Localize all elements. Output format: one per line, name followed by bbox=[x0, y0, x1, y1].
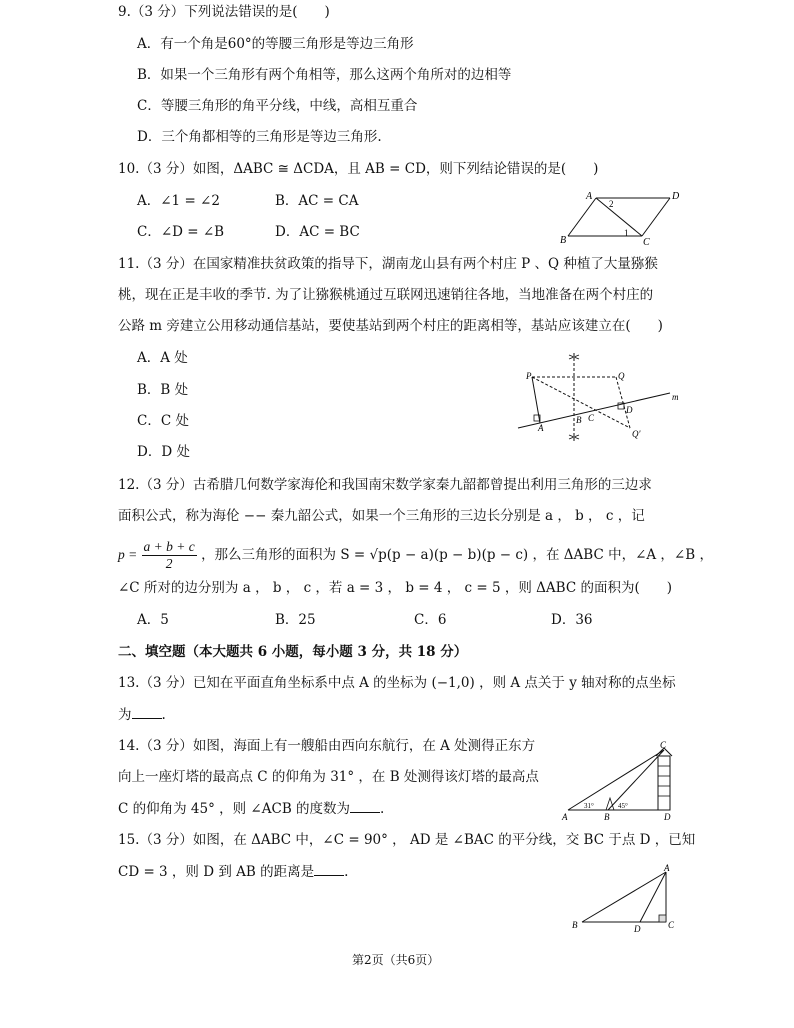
q9-option-d: D．三个角都相等的三角形是等边三角形. bbox=[137, 129, 382, 145]
q10-label-d: D bbox=[672, 191, 680, 202]
q11-option-b: B．B 处 bbox=[137, 382, 189, 398]
q11-label-d: D bbox=[626, 405, 633, 415]
q11-figure bbox=[512, 345, 684, 450]
q12-p-fraction bbox=[142, 539, 197, 572]
q13-line-1: 13.（3 分）已知在平面直角坐标系中点 A 的坐标为 (−1,0) ，则 A 点关于 y 轴对称的点坐标 bbox=[118, 675, 676, 691]
q11-label-b: B bbox=[576, 415, 582, 425]
q14-label-d: D bbox=[664, 812, 671, 822]
q10-label-c: C bbox=[643, 237, 650, 248]
q10-figure bbox=[558, 188, 686, 248]
q14-line-3 bbox=[118, 798, 384, 819]
q10-label-a: A bbox=[586, 191, 593, 202]
q15-answer-blank[interactable] bbox=[314, 861, 344, 876]
q11-line-2: 桃，现在正是丰收的季节. 为了让猕猴桃通过互联网迅速销往各地，当地准备在两个村庄的 bbox=[118, 287, 654, 303]
q13-line-2-end: . bbox=[161, 707, 166, 723]
q14-line-3-text: C 的仰角为 45° ，则 ∠ACB 的度数为 bbox=[118, 801, 351, 817]
q15-label-b: B bbox=[572, 920, 578, 930]
q11-label-p: P bbox=[526, 371, 532, 381]
q14-line-1: 14.（3 分）如图，海面上有一艘船由西向东航行，在 A 处测得正东方 bbox=[118, 738, 536, 754]
q12-p-numerator: a + b + c bbox=[143, 539, 195, 554]
q14-label-c: C bbox=[660, 740, 667, 750]
q15-line-2-text: CD = 3 ，则 D 到 AB 的距离是 bbox=[118, 864, 315, 880]
q11-label-q: Q bbox=[618, 371, 625, 381]
q12-line-1: 12.（3 分）古希腊几何数学家海伦和我国南宋数学家秦九韶都曾提出利用三角形的三边求 bbox=[118, 477, 652, 493]
q14-answer-blank[interactable] bbox=[350, 798, 380, 813]
q12-line-4: ∠C 所对的边分别为 a ， b ， c ，若 a = 3 ， b = 4 ， c = 5 ，则 ΔABC 的面积为( ) bbox=[118, 580, 672, 596]
q14-label-b: B bbox=[604, 812, 610, 822]
q11-line-1: 11.（3 分）在国家精准扶贫政策的指导下，湖南龙山县有两个村庄 P 、Q 种植了大量猕猴 bbox=[118, 256, 658, 272]
q15-label-c: C bbox=[668, 920, 675, 930]
q14-line-2: 向上一座灯塔的最高点 C 的仰角为 31° ，在 B 处测得该灯塔的最高点 bbox=[118, 769, 539, 785]
q13-line-2 bbox=[118, 704, 166, 725]
q11-label-q-prime: Q' bbox=[632, 429, 641, 439]
q14-label-45: 45° bbox=[618, 802, 628, 810]
q11-label-c: C bbox=[588, 413, 595, 423]
q12-line-3 bbox=[118, 536, 713, 574]
q12-line-2: 面积公式，称为海伦 −− 秦九韶公式，如果一个三角形的三边长分别是 a ， b ， c ，记 bbox=[118, 508, 645, 524]
q9-option-c: C．等腰三角形的角平分线，中线，高相互重合 bbox=[137, 98, 418, 114]
section-2-heading: 二、填空题（本大题共 6 小题，每小题 3 分，共 18 分） bbox=[118, 644, 468, 660]
q14-label-31: 31° bbox=[584, 802, 594, 810]
q11-option-a: A．A 处 bbox=[137, 350, 188, 366]
page-footer: 第2页（共6页） bbox=[352, 953, 440, 967]
q12-option-c: C．6 bbox=[414, 612, 447, 628]
q12-option-b: B．25 bbox=[275, 612, 316, 628]
q13-line-2-text: 为 bbox=[118, 707, 132, 723]
q12-p-lhs: p = bbox=[118, 547, 138, 562]
q10-label-1: 1 bbox=[624, 228, 629, 238]
q10-option-b: B．AC = CA bbox=[275, 193, 359, 209]
q14-figure bbox=[560, 740, 682, 822]
q9-option-a: A．有一个角是60°的等腰三角形是等边三角形 bbox=[137, 36, 414, 52]
q15-line-2-end: . bbox=[344, 864, 349, 880]
q12-option-d: D．36 bbox=[551, 612, 593, 628]
q14-line-3-end: . bbox=[380, 801, 385, 817]
q10-option-a: A．∠1 = ∠2 bbox=[137, 193, 220, 209]
q9-stem: 9.（3 分）下列说法错误的是( ) bbox=[118, 4, 330, 20]
q15-label-d: D bbox=[634, 924, 641, 934]
q13-answer-blank[interactable] bbox=[132, 704, 162, 719]
q10-label-b: B bbox=[560, 235, 567, 246]
q10-stem: 10.（3 分）如图，ΔABC ≅ ΔCDA，且 AB = CD，则下列结论错误的是( ) bbox=[118, 161, 599, 177]
q11-option-d: D．D 处 bbox=[137, 444, 190, 460]
q12-option-a: A．5 bbox=[137, 612, 169, 628]
q11-option-c: C．C 处 bbox=[137, 413, 189, 429]
q11-line-3: 公路 m 旁建立公用移动通信基站，要使基站到两个村庄的距离相等，基站应该建立在( ) bbox=[118, 318, 663, 334]
q10-label-2: 2 bbox=[609, 199, 614, 209]
q15-line-2 bbox=[118, 861, 348, 882]
q15-figure bbox=[568, 864, 684, 936]
q9-option-b: B．如果一个三角形有两个角相等，那么这两个角所对的边相等 bbox=[137, 67, 512, 83]
q12-line-3-rest: ，那么三角形的面积为 S = √p(p − a)(p − b)(p − c) ，在 ΔABC 中，∠A ，∠B ， bbox=[201, 547, 713, 563]
q15-line-1: 15.（3 分）如图，在 ΔABC 中，∠C = 90° ， AD 是 ∠BAC 的平分线，交 BC 于点 D ，已知 bbox=[118, 832, 696, 848]
q10-option-c: C．∠D = ∠B bbox=[137, 224, 225, 240]
q11-label-m: m bbox=[672, 392, 679, 402]
q10-option-d: D．AC = BC bbox=[275, 224, 360, 240]
q14-label-a: A bbox=[562, 812, 568, 822]
q12-p-denominator: 2 bbox=[165, 556, 173, 571]
q15-label-a: A bbox=[664, 864, 670, 873]
q11-label-a: A bbox=[538, 423, 544, 433]
